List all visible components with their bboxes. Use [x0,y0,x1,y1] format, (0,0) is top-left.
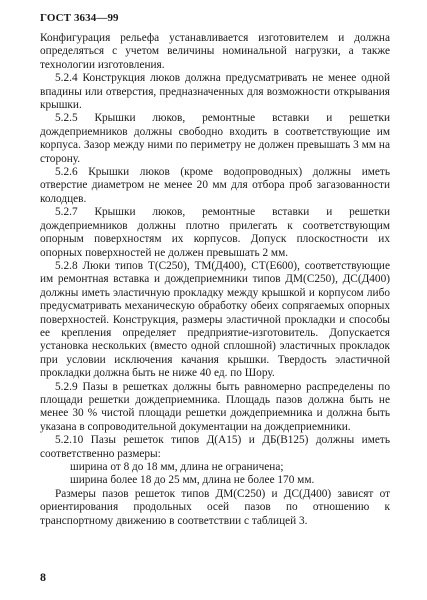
paragraph-slot-sizes: Размеры пазов решеток типов ДМ(С250) и ДС(Д400) зависят от ориентирования продольных осей пазов по отношению к транспортному движению в соответствии с таблицей 3. [40,487,390,527]
paragraph-5-2-6: 5.2.6 Крышки люков (кроме водопроводных) должны иметь отверстие диаметром не менее 20 мм для отбора проб загазованности колодцев. [40,166,390,205]
page-number: 8 [40,570,46,584]
paragraph-5-2-10: 5.2.10 Пазы решеток типов Д(А15) и ДБ(В125) должны иметь соответственно размеры: [40,434,390,460]
list-item-width-18-25: ширина более 18 до 25 мм, длина не более 170 мм. [70,474,315,487]
document-body [40,32,390,528]
list-item-width-8-18: ширина от 8 до 18 мм, длина не ограничена; [70,461,284,473]
paragraph-5-2-8: 5.2.8 Люки типов Т(С250), ТМ(Д400), СТ(Е600), соответствующие им ремонтная вставка и дождеприемники типов ДМ(С250), ДС(Д400) должны иметь эластичную прокладку между крышкой и корпусом либо предусматривать механическую обработку обеих сопрягаемых опорных поверхностей. Конструкция, размеры эластичной прокладки и способы ее крепления определяет предприятие-изготовитель. Допускается установка нескольких (вместо одной сплошной) эластичных прокладок при условии исключения качания крышки. Твердость эластичной прокладки должна быть не ниже 40 ед. по Шору. [40,259,390,380]
paragraph-5-2-9: 5.2.9 Пазы в решетках должны быть равномерно распределены по площади решетки дождеприемника. Площадь пазов должна быть не менее 30 % чистой площади решетки дождеприемника и должна быть указана в сопроводительной документации на дождеприемники. [40,380,390,433]
document-code: ГОСТ 3634—99 [40,12,119,24]
paragraph-5-2-4: 5.2.4 Конструкция люков должна предусматривать не менее одной впадины или отверстия, предназначенных для возможности открывания крышки. [40,72,390,112]
paragraph-5-2-7: 5.2.7 Крышки люков, ремонтные вставки и решетки дождеприемников должны плотно прилегать к соответствующим опорным поверхностям их корпусов. Допуск плоскостности их опорных поверхностей не должен превышать 2 мм. [40,206,390,259]
paragraph-5-2-5: 5.2.5 Крышки люков, ремонтные вставки и решетки дождеприемников должны свободно входить в соответствующие им корпуса. Зазор между ними по периметру не должен превышать 3 мм на сторону. [40,112,390,165]
paragraph-intro: Конфигурация рельефа устанавливается изготовителем и должна определяться с учетом величины номинальной нагрузки, а также технологии изготовления. [40,32,390,71]
